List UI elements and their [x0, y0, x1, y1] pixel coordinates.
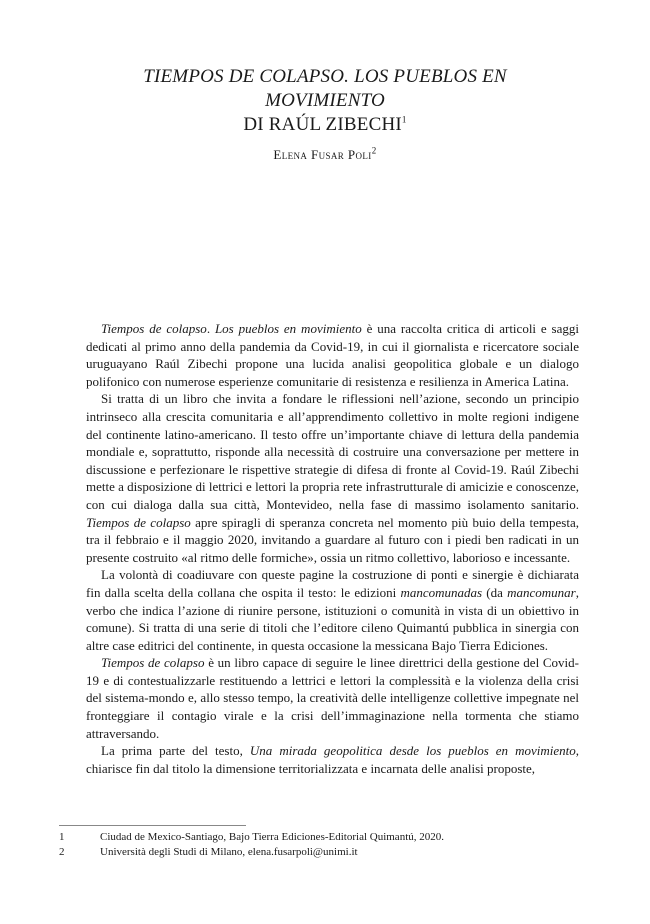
italic-text: Tiempos de colapso — [101, 321, 207, 336]
paragraph-text: è una raccolta critica di articoli e saggi dedicati al primo anno della pandemia da Covid-19, in cui il giornalista e ricercatore sociale uruguayano Raúl Zibechi propone una lucida analisi geopolitica globale e un dialogo polifonico con numerose esperienze comunitarie di resistenza e resilienza in America Latina. — [86, 321, 579, 389]
italic-text: mancomunar — [507, 584, 576, 600]
body-paragraph — [86, 566, 579, 654]
italic-text: Tiempos de colapso — [101, 655, 205, 671]
paragraph-text: , verbo che indica l’azione di riunire persone, istituzioni o comunità in vista di un obiettivo in comune). Si tratta di una serie di titoli che l’editore cileno Quimantú pubblica in sinergia con altre case editrici del continente, in questa occasione la messicana Bajo Tierra Ediciones. — [86, 584, 579, 653]
body-paragraph — [86, 390, 579, 566]
footnote-separator — [59, 825, 246, 826]
footnote — [59, 845, 579, 860]
footnote — [59, 830, 579, 845]
italic-text: Los pueblos en movimiento — [214, 321, 362, 336]
author-footnote-marker: 2 — [371, 145, 377, 156]
body-paragraph — [86, 654, 579, 742]
title-line-2: MOVIMIENTO — [265, 90, 385, 111]
italic-text: mancomunadas — [400, 584, 483, 600]
paragraph-text: apre spiragli di speranza concreta nel momento più buio della tempesta, tra il febbraio e il maggio 2020, invitando a guardare al futuro con i piedi ben radicati in un presente costruito «al ritmo delle formiche», ossia un ritmo collettivo, laborioso e incessante. — [86, 514, 579, 565]
footnotes — [59, 830, 579, 860]
italic-text: Una mirada geopolitica desde los pueblos en movimiento — [249, 743, 576, 759]
paragraph-text: , chiarisce fin dal titolo la dimensione territorializzata e incarnata delle analisi proposte, — [86, 743, 579, 776]
paragraph-text: (da — [482, 584, 508, 600]
title-line-1: TIEMPOS DE COLAPSO. LOS PUEBLOS EN — [143, 66, 507, 87]
author-line — [0, 147, 650, 163]
paragraph-text: . — [206, 321, 215, 336]
footnote-number: 1 — [59, 831, 65, 843]
body-paragraph — [86, 742, 579, 777]
title-line-3-text: DI RAÚL ZIBECHI — [243, 114, 402, 135]
paragraph-text: La prima parte del testo, — [101, 743, 250, 759]
paragraph-text: è un libro capace di seguire le linee direttrici della gestione del Covid-19 e di contestualizzarle restituendo a lettrici e lettori la complessità e la violenza della crisi del sistema-mondo e, allo stesso tempo, la creatività delle intelligenze collettive impegnate nel fronteggiare il contagio virale e la crisi dell’immaginazione nella tormenta che stiamo attraversando. — [86, 655, 580, 741]
paragraph-text: La volontà di coadiuvare con queste pagine la costruzione di ponti e sinergie è dichiarata fin dalla scelta della collana che ospita il testo: le edizioni — [86, 567, 579, 600]
footnote-number: 2 — [59, 846, 65, 858]
body-paragraph — [86, 320, 579, 390]
author-name: Elena Fusar Poli — [273, 147, 372, 162]
title-line-3 — [0, 114, 650, 136]
title-footnote-marker: 1 — [401, 114, 407, 125]
body-text — [86, 320, 579, 777]
paragraph-text: Si tratta di un libro che invita a fondare le riflessioni nell’azione, secondo un principio intrinseco alla crescita comunitaria e all’apprendimento collettivo in molte regioni indigene del continente latino-americano. Il testo offre un’importante chiave di lettura della pandemia mondiale e, soprattutto, risponde alla necessità di costruire una conversazione per mettere in discussione e perfezionare le rispettive strategie di difesa di fronte al Covid-19. Raúl Zibechi mette a disposizione di lettrici e lettori la propria rete infrastrutturale di amicizie e conoscenze, con cui dialoga dalla sua città, Montevideo, nella fase di massimo isolamento sanitario. — [86, 391, 579, 512]
footnote-text: Ciudad de Mexico-Santiago, Bajo Tierra Ediciones-Editorial Quimantú, 2020. — [100, 831, 444, 843]
italic-text: Tiempos de colapso — [86, 514, 191, 530]
footnote-text: Università degli Studi di Milano, elena.fusarpoli@unimi.it — [100, 846, 358, 858]
